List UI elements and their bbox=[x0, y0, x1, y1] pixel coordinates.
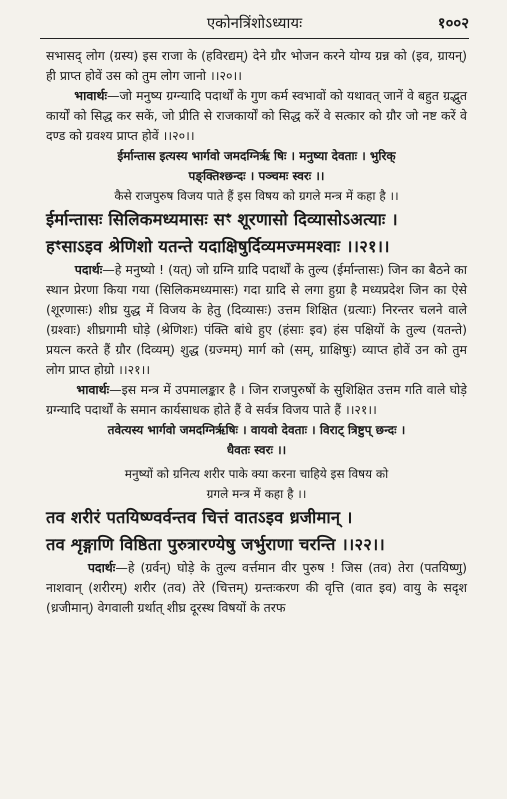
mantra-intro-21: कैसे राजपुरुष विजय पाते हैं इस विषय को ग्रगले मन्त्र में कहा है ।। bbox=[114, 189, 399, 203]
bhavartha-label: भावार्थः bbox=[74, 88, 108, 103]
page-number: १००२ bbox=[437, 14, 469, 32]
padartha-22 bbox=[46, 558, 467, 618]
padartha-text: —हे मनुष्यो ! (यत्) जो ग्रग्नि ग्रादि पदार्थों के तुल्य (ईर्मान्तासः) जिन का बैठने का स्थान प्रेरणा किया गया (सिलिकमध्यमासः) गदा ग्रादि से लगा हुग्रा है मध्यप्रदेश जिन का ऐसे (शूरणासः) शीघ्र युद्ध में विजय के हेतु (दिव्यासः) उत्तम शिक्षित (ग्रत्याः) निरन्तर चलने वाले (ग्रश्वाः) शीघ्रगामी घोड़े (श्रेणिशः) पंक्ति बांधे हुए (हंसाः इव) हंस पक्षियों के तुल्य (यतन्ते) प्रयत्न करते हैं ग्रौर (दिव्यम्) शुद्ध (ग्रज्मम्) मार्ग को (सम्, ग्राक्षिषुः) व्याप्त होवें उन को तुम लोग प्राप्त होग्रो ।।२१।। bbox=[46, 262, 467, 377]
chapter-title: एकोनत्रिंशोऽध्यायः bbox=[206, 14, 303, 32]
mantra-21-line-1: ईर्मान्तासः सिलिकमध्यमासः सꣳ शूरणासो दिव्यासोऽअत्याः । bbox=[46, 210, 398, 229]
mantra-22-line-1: तव शरीरं पतयिष्ण्वर्वन्तव चित्तं वातऽइव ध्रजीमान् । bbox=[46, 508, 353, 527]
mantra-21-line-2: हꣳसाऽइव श्रेणिशो यतन्ते यदाक्षिषुर्दिव्यमज्ममश्वाः ।।२१।। bbox=[46, 237, 390, 256]
mantra-intro-22-a: मनुष्यों को ग्रनित्य शरीर पाके क्या करना चाहिये इस विषय को bbox=[124, 467, 389, 481]
page-header bbox=[40, 10, 469, 36]
rishi-line-22-a: तवेत्यस्य भार्गवो जमदग्निर्ऋषिः । वायवो देवताः । विराट् त्रिष्टुप् छन्दः । bbox=[107, 423, 406, 437]
padartha-label: पदार्थः bbox=[74, 262, 103, 277]
bhavartha-text: —इस मन्त्र में उपमालङ्कार है । जिन राजपुरुषों के सुशिक्षित उत्तम गति वाले घोड़े ग्रग्न्यादि पदार्थों के समान कार्यसाधक होते हैं वे सर्वत्र विजय पाते हैं ।।२१।। bbox=[46, 382, 467, 417]
padartha-21 bbox=[46, 260, 467, 380]
rishi-line-22-b: धैवतः स्वरः ।। bbox=[226, 443, 287, 457]
bhavartha-21 bbox=[46, 380, 467, 420]
rishi-line-21-a: ईर्मान्तास इत्यस्य भार्गवो जमदग्निर्ऋ षिः । मनुष्या देवताः । भुरिक् bbox=[117, 149, 396, 163]
bhavartha-20 bbox=[46, 86, 467, 146]
header-rule bbox=[40, 38, 469, 39]
rishi-line-21-b: पङ्क्तिश्छन्दः । पञ्चमः स्वरः ।। bbox=[188, 169, 325, 183]
page-content bbox=[46, 46, 467, 618]
bhavartha-label: भावार्थः bbox=[76, 382, 110, 397]
previous-padartha-continuation: सभासद् लोग (ग्रस्य) इस राजा के (हविरद्यम्) देने ग्रौर भोजन करने योग्य ग्रन्न को (इव, ग्रायन्) ही प्राप्त होवें उस को तुम लोग जानो ।।२०।। bbox=[46, 48, 467, 83]
bhavartha-text: —जो मनुष्य ग्रग्न्यादि पदार्थों के गुण कर्म स्वभावों को यथावत् जानें वे बहुत ग्रद्भुत कार्यों को सिद्ध कर सकें, जो प्रीति से राजकार्यों को सिद्ध करें वे सत्कार को ग्रौर जो नष्ट करें वे दण्ड को ग्रवश्य प्राप्त होवें ।।२०।। bbox=[46, 88, 467, 143]
padartha-label: पदार्थः bbox=[87, 560, 116, 575]
padartha-text: —हे (ग्रर्वन्) घोड़े के तुल्य वर्त्तमान वीर पुरुष ! जिस (तव) तेरा (पतयिष्णु) नाशवान् (शरीरम्) शरीर (तव) तेरे (चित्तम्) ग्रन्तःकरण की वृत्ति (वात इव) वायु के सदृश (ध्रजीमान्) वेगवाली ग्रर्थात् शीघ्र दूरस्थ विषयों के तरफ bbox=[46, 560, 467, 615]
mantra-22-line-2: तव शृङ्गाणि विष्ठिता पुरुत्रारण्येषु जर्भुराणा चरन्ति ।।२२।। bbox=[46, 535, 385, 554]
mantra-intro-22-b: ग्रगले मन्त्र में कहा है ।। bbox=[206, 487, 307, 501]
